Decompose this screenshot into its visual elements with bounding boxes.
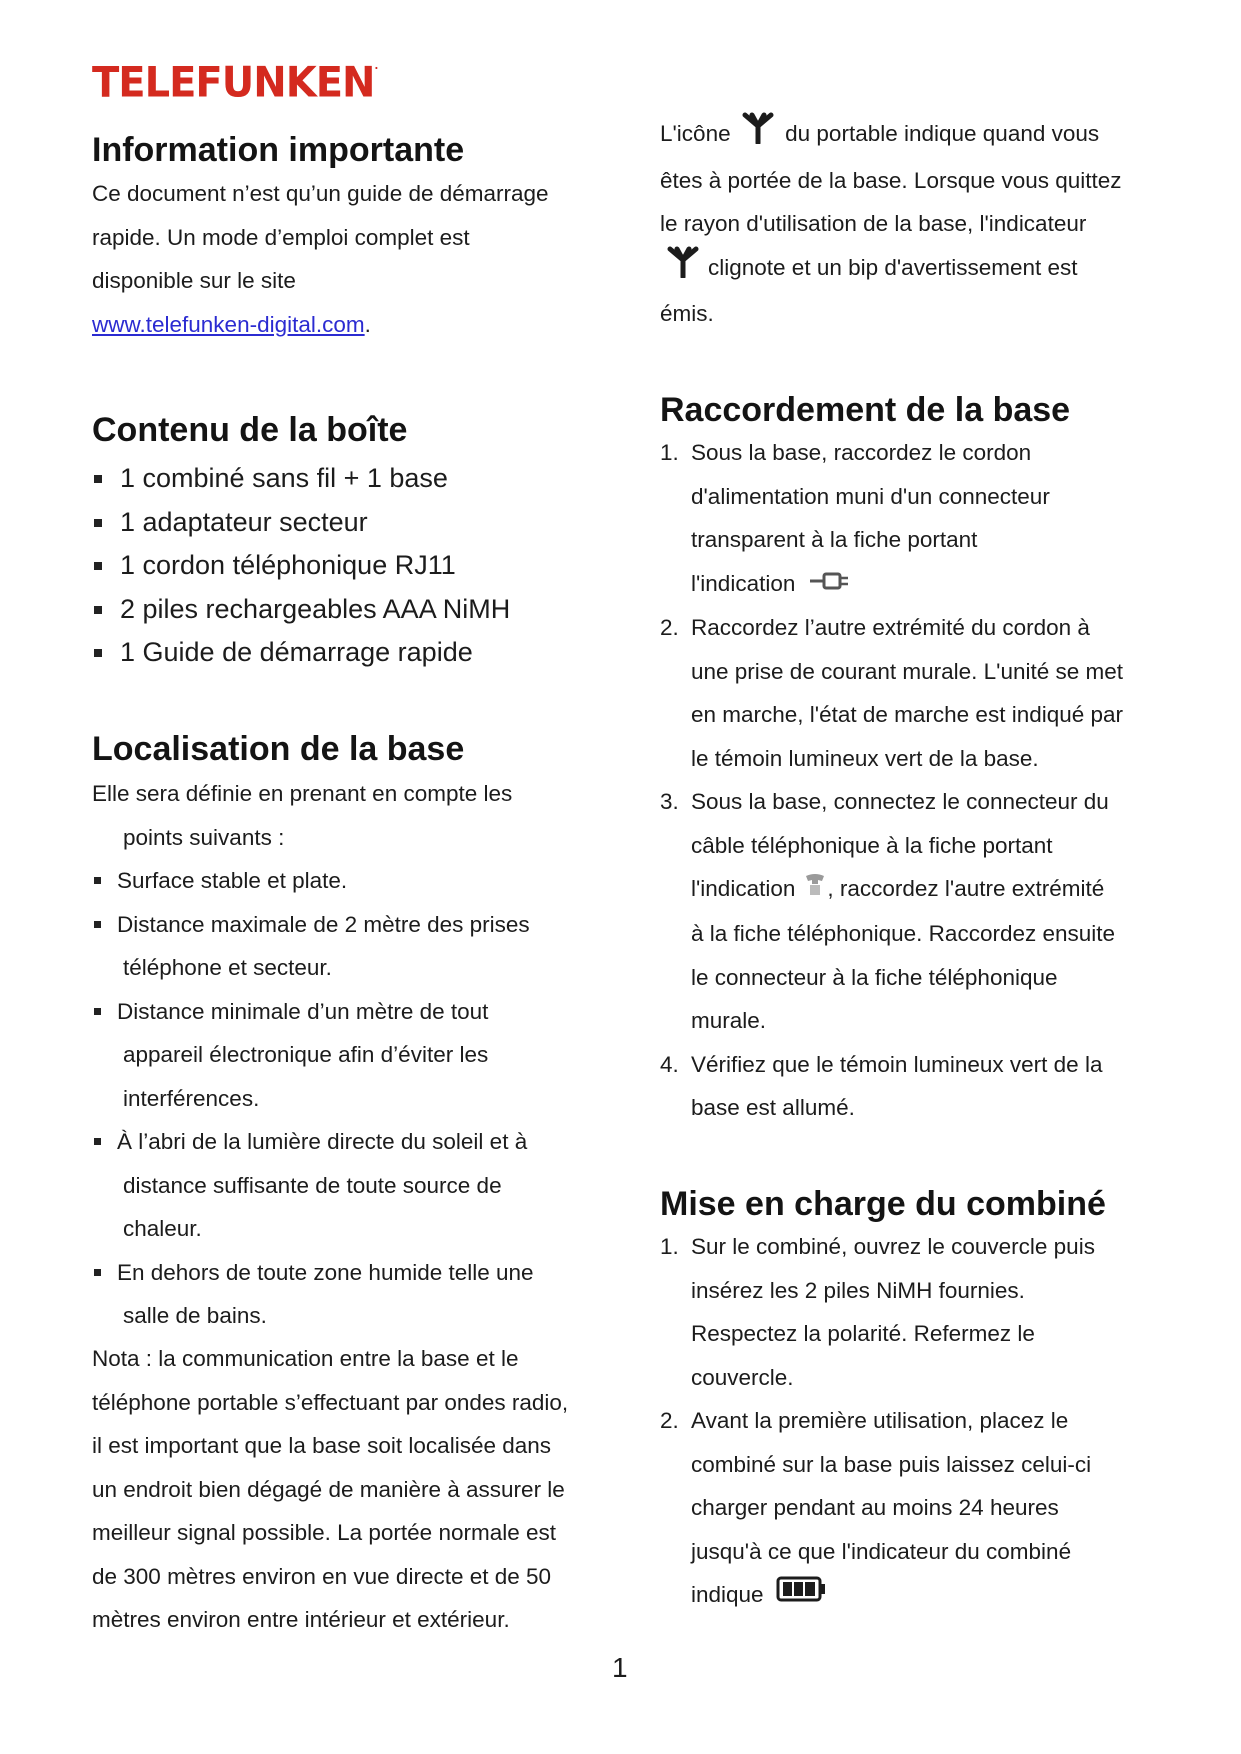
location-note: Nota : la communication entre la base et le téléphone portable s’effectuant par ondes radio, il est important que la base soit localisée dans un endroit bien dégagé de manière à assurer le meilleur signal possible. La portée normale est de 300 mètres environ en vue directe et de 50 mètres environ entre intérieur et extérieur. [92, 1346, 569, 1632]
list-item: 1 Guide de démarrage rapide [92, 631, 510, 675]
info-title: Information importante [92, 131, 465, 169]
contents-title: Contenu de la boîte [92, 411, 408, 449]
list-item: 3. Sous la base, connectez le connecteur du câble téléphonique à la fiche portant l'indication , raccordez l'autre extrémité à la fiche téléphonique. Raccordez ensuite le connecteur à la fiche téléphonique murale. [660, 789, 1116, 1034]
connection-steps [660, 431, 1123, 1130]
list-item: 2. Raccordez l’autre extrémité du cordon à une prise de courant murale. L'unité se met en marche, l'état de marche est indiqué par le témoin lumineux vert de la base. [660, 615, 1124, 771]
battery-full-icon [776, 1574, 828, 1618]
antenna-icon [666, 246, 700, 293]
list-item: 1. Sur le combiné, ouvrez le couvercle puis insérez les 2 piles NiMH fournies. Respectez la polarité. Refermez le couvercle. [660, 1234, 1095, 1390]
connection-title: Raccordement de la base [660, 391, 1071, 429]
list-item: 2. Avant la première utilisation, placez le combiné sur la base puis laissez celui-ci charger pendant au moins 24 heures jusqu'à ce que l'indicateur du combiné indique [660, 1399, 1095, 1618]
antenna-icon [741, 112, 775, 159]
charging-title: Mise en charge du combiné [660, 1185, 1106, 1223]
website-link[interactable]: www.telefunken-digital.com [92, 311, 365, 337]
list-item: Surface stable et plate. [92, 859, 534, 903]
telefunken-logo: TELEFUNKEN· [92, 58, 378, 108]
charging-steps [660, 1225, 1095, 1618]
phone-jack-icon [803, 869, 827, 913]
list-item: 2 piles rechargeables AAA NiMH [92, 588, 510, 632]
location-list [92, 859, 534, 1338]
location-title: Localisation de la base [92, 730, 465, 768]
list-item: À l’abri de la lumière directe du soleil et à distance suffisante de toute source de chaleur. [92, 1120, 534, 1251]
contents-list [92, 457, 510, 675]
list-item: 1 cordon téléphonique RJ11 [92, 544, 510, 588]
list-item: 4. Vérifiez que le témoin lumineux vert de la base est allumé. [660, 1051, 1103, 1121]
list-item: En dehors de toute zone humide telle une salle de bains. [92, 1251, 534, 1338]
list-item: Distance maximale de 2 mètre des prises téléphone et secteur. [92, 903, 534, 990]
list-item: 1. Sous la base, raccordez le cordon d'alimentation muni d'un connecteur transparent à la fiche portant l'indication [660, 431, 1123, 606]
range-note: L'icône du portable indique quand vous êtes à portée de la base. Lorsque vous quittez le rayon d'utilisation de la base, l'indicateur clignote et un bip d'avertissement est émis. [660, 112, 1122, 336]
location-intro: Elle sera définie en prenant en compte les points suivants : [92, 781, 513, 850]
info-text: Ce document n’est qu’un guide de démarrage rapide. Un mode d’emploi complet est disponible sur le site www.telefunken-digital.com. [92, 181, 549, 337]
page-number: 1 [612, 1652, 628, 1683]
power-plug-icon [810, 563, 850, 607]
list-item: 1 combiné sans fil + 1 base [92, 457, 510, 501]
list-item: Distance minimale d’un mètre de tout appareil électronique afin d’éviter les interférences. [92, 990, 534, 1121]
list-item: 1 adaptateur secteur [92, 501, 510, 545]
